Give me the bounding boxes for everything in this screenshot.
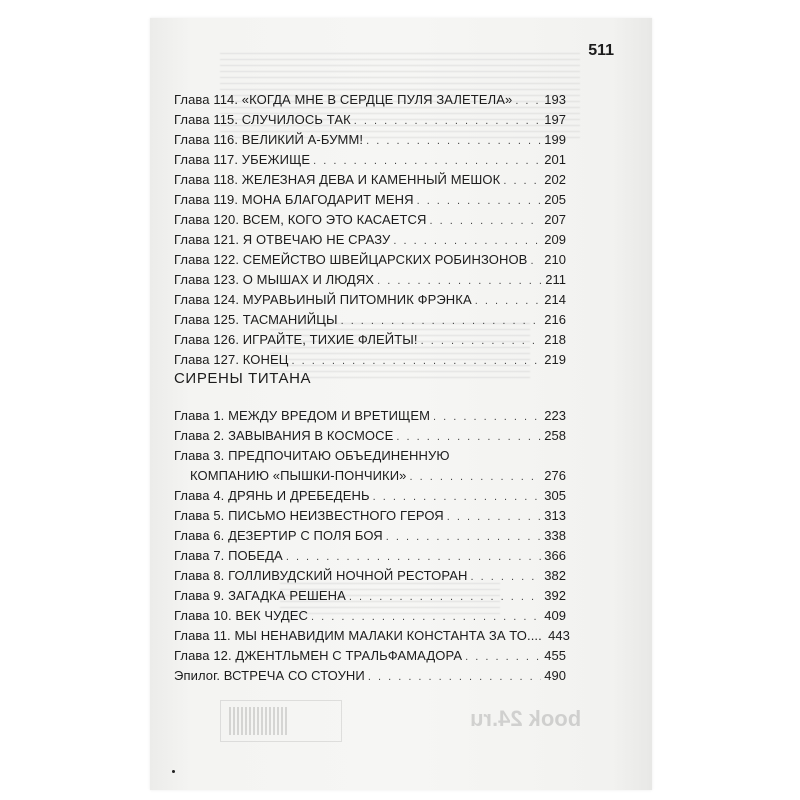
- toc-entry: [174, 270, 566, 290]
- dot-leader: [421, 331, 541, 351]
- toc-entry: [174, 310, 566, 330]
- toc-entry-title: Глава 127. КОНЕЦ: [174, 352, 289, 367]
- toc-entry: [174, 250, 566, 270]
- toc-entry: [174, 646, 566, 666]
- dot-leader: [354, 111, 541, 131]
- toc-entry: [174, 90, 566, 110]
- barcode-icon: [229, 707, 289, 735]
- toc-entry-title: Глава 122. СЕМЕЙСТВО ШВЕЙЦАРСКИХ РОБИНЗОНОВ: [174, 252, 528, 267]
- dot-leader: [393, 231, 541, 251]
- toc-entry: [174, 210, 566, 230]
- toc-entry: [174, 506, 566, 526]
- section-title: СИРЕНЫ ТИТАНА: [174, 370, 312, 387]
- toc-entry-title: Глава 124. МУРАВЬИНЫЙ ПИТОМНИК ФРЭНКА: [174, 292, 472, 307]
- toc-entry-page: 210: [544, 252, 566, 267]
- toc-entry: [174, 170, 566, 190]
- toc-entry-page: 443: [548, 628, 570, 643]
- toc-entry-title: Глава 118. ЖЕЛЕЗНАЯ ДЕВА И КАМЕННЫЙ МЕШОК: [174, 172, 501, 187]
- toc-entry-page: 205: [544, 192, 566, 207]
- toc-entry: [174, 350, 566, 370]
- book-page: [150, 18, 652, 790]
- toc-entry-page: 392: [544, 588, 566, 603]
- dot-leader: [291, 351, 541, 371]
- toc-entry: [174, 626, 570, 646]
- toc-entry-page: 216: [544, 312, 566, 327]
- toc-entry-title: Глава 120. ВСЕМ, КОГО ЭТО КАСАЕТСЯ: [174, 212, 427, 227]
- toc-entry: [174, 446, 566, 486]
- dot-leader: [447, 507, 541, 527]
- toc-entry-continuation: [174, 466, 566, 487]
- toc-entry-title: Глава 114. «КОГДА МНЕ В СЕРДЦЕ ПУЛЯ ЗАЛЕТЕЛА»: [174, 92, 513, 107]
- toc-entry: [174, 150, 566, 170]
- toc-entry-title: Глава 9. ЗАГАДКА РЕШЕНА: [174, 588, 346, 603]
- toc-entry-title: Глава 6. ДЕЗЕРТИР С ПОЛЯ БОЯ: [174, 528, 383, 543]
- toc-entry-title: Глава 126. ИГРАЙТЕ, ТИХИЕ ФЛЕЙТЫ!: [174, 332, 418, 347]
- toc-entry-page: 211: [545, 272, 566, 287]
- toc-entry-page: 218: [544, 332, 566, 347]
- toc-entry-title: Глава 125. ТАСМАНИЙЦЫ: [174, 312, 338, 327]
- toc-entry: [174, 546, 566, 566]
- toc-entry-page: 209: [544, 232, 566, 247]
- dot-leader: [311, 607, 541, 627]
- toc-entry-page: 197: [544, 112, 566, 127]
- toc-entry-title: Глава 7. ПОБЕДА: [174, 548, 283, 563]
- dot-leader: [313, 151, 541, 171]
- dot-leader: [433, 407, 541, 427]
- toc-entry: [174, 330, 566, 350]
- toc-entry-page: 258: [544, 428, 566, 443]
- toc-entry-page: 305: [544, 488, 566, 503]
- toc-entry-page: 490: [544, 668, 566, 683]
- toc-entry: [174, 190, 566, 210]
- page-number: 511: [588, 42, 614, 59]
- dot-leader: [410, 467, 542, 487]
- toc-entry-title: Глава 119. МОНА БЛАГОДАРИТ МЕНЯ: [174, 192, 414, 207]
- toc-entry-page: 202: [544, 172, 566, 187]
- toc-entry-page: 366: [544, 548, 566, 563]
- toc-entry-title: Эпилог. ВСТРЕЧА СО СТОУНИ: [174, 668, 365, 683]
- dot-leader: [286, 547, 541, 567]
- toc-entry-page: 199: [544, 132, 566, 147]
- toc-entry-page: 313: [544, 508, 566, 523]
- dot-leader: [503, 171, 541, 191]
- toc-entry-title: Глава 1. МЕЖДУ ВРЕДОМ И ВРЕТИЩЕМ: [174, 408, 431, 423]
- toc-entry-title: Глава 2. ЗАВЫВАНИЯ В КОСМОСЕ: [174, 428, 394, 443]
- dot-leader: [471, 567, 541, 587]
- dot-leader: [430, 211, 541, 231]
- toc-entry-title-cont: КОМПАНИЮ «ПЫШКИ-ПОНЧИКИ»: [190, 468, 407, 483]
- toc-entry-page: 338: [544, 528, 566, 543]
- toc-entry-page: 207: [544, 212, 566, 227]
- toc-entry-title: Глава 12. ДЖЕНТЛЬМЕН С ТРАЛЬФАМАДОРА: [174, 648, 463, 663]
- toc-entry: [174, 526, 566, 546]
- toc-entry-title: Глава 116. ВЕЛИКИЙ А-БУММ!: [174, 132, 364, 147]
- dot-leader: [349, 587, 541, 607]
- toc-entry-title: Глава 8. ГОЛЛИВУДСКИЙ НОЧНОЙ РЕСТОРАН: [174, 568, 468, 583]
- dot-leader: [475, 291, 541, 311]
- dot-leader: [377, 271, 541, 291]
- dot-leader: [417, 191, 541, 211]
- toc-entry-title: Глава 5. ПИСЬМО НЕИЗВЕСТНОГО ГЕРОЯ: [174, 508, 444, 523]
- dot-leader: [373, 487, 541, 507]
- toc-entry-title: Глава 3. ПРЕДПОЧИТАЮ ОБЪЕДИНЕННУЮ: [174, 448, 450, 463]
- toc-entry-title: Глава 123. О МЫШАХ И ЛЮДЯХ: [174, 272, 375, 287]
- dot-leader: [465, 647, 541, 667]
- toc-entry: [174, 110, 566, 130]
- toc-entry: [174, 406, 566, 426]
- toc-entry-title: Глава 121. Я ОТВЕЧАЮ НЕ СРАЗУ: [174, 232, 391, 247]
- toc-entry-title: Глава 11. МЫ НЕНАВИДИМ МАЛАКИ КОНСТАНТА ЗА ТО....: [174, 628, 542, 643]
- toc-entry-page: 219: [544, 352, 566, 367]
- toc-entry-page: 455: [544, 648, 566, 663]
- dot-leader: [386, 527, 541, 547]
- toc-entry-title: Глава 10. ВЕК ЧУДЕС: [174, 608, 309, 623]
- toc-entry-page: 193: [544, 92, 566, 107]
- dot-leader: [368, 667, 541, 687]
- dot-leader: [530, 251, 541, 271]
- toc-list: [174, 406, 570, 686]
- toc-entry: [174, 586, 566, 606]
- toc-entry-page: 382: [544, 568, 566, 583]
- toc-entry-page: 201: [544, 152, 566, 167]
- toc-entry: [174, 486, 566, 506]
- toc-entry-page: 409: [544, 608, 566, 623]
- ink-speck: [172, 770, 175, 773]
- watermark-logo: book 24.ru: [470, 706, 582, 731]
- dot-leader: [341, 311, 541, 331]
- toc-entry-title: Глава 4. ДРЯНЬ И ДРЕБЕДЕНЬ: [174, 488, 370, 503]
- toc-entry-page: 223: [544, 408, 566, 423]
- toc-entry-page: 214: [544, 292, 566, 307]
- dot-leader: [396, 427, 541, 447]
- dot-leader: [515, 91, 541, 111]
- toc-entry: [174, 426, 566, 446]
- toc-entry-page: 276: [544, 468, 566, 483]
- toc-entry: [174, 566, 566, 586]
- toc-entry: [174, 666, 566, 686]
- toc-entry: [174, 230, 566, 250]
- toc-list: [174, 90, 566, 370]
- toc-entry: [174, 606, 566, 626]
- toc-entry: [174, 290, 566, 310]
- dot-leader: [366, 131, 541, 151]
- barcode-stamp: [220, 700, 342, 742]
- toc-entry-title: Глава 115. СЛУЧИЛОСЬ ТАК: [174, 112, 351, 127]
- toc-entry: [174, 130, 566, 150]
- toc-entry-title: Глава 117. УБЕЖИЩЕ: [174, 152, 311, 167]
